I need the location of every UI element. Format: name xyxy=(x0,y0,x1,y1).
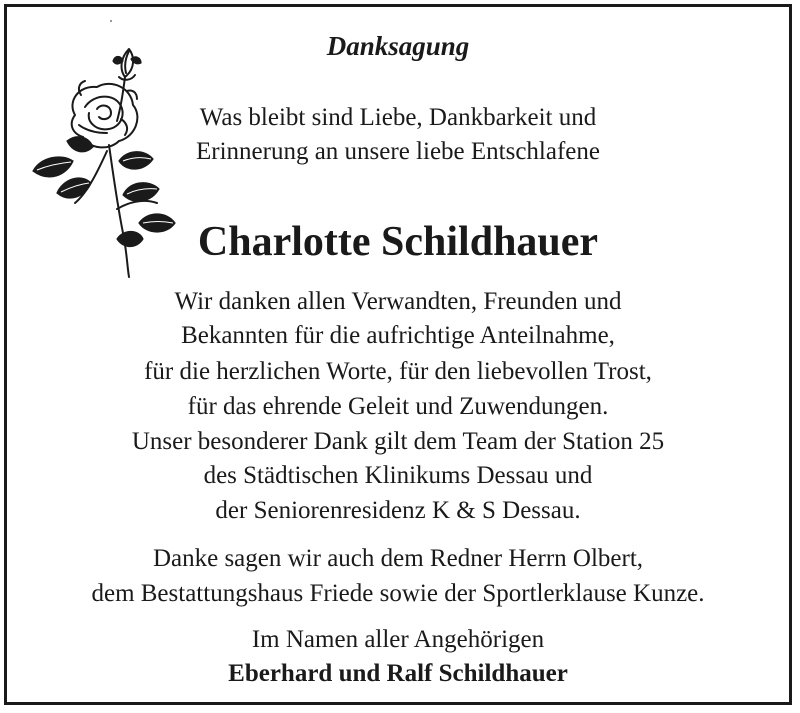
extra-thanks-line-1: Danke sagen wir auch dem Redner Herrn Olbert, xyxy=(152,545,644,572)
intro-line-2: Erinnerung an unsere liebe Entschlafene xyxy=(196,138,600,165)
decorative-dot xyxy=(110,20,112,22)
deceased-name: Charlotte Schildhauer xyxy=(197,219,599,265)
thanks-line-7: der Seniorenresidenz K & S Dessau. xyxy=(215,497,581,524)
thanks-line-1: Wir danken allen Verwandten, Freunden und xyxy=(174,288,622,315)
extra-thanks-line-2: dem Bestattungshaus Friede sowie der Sportlerklause Kunze. xyxy=(91,580,705,607)
thanks-line-5: Unser besonderer Dank gilt dem Team der Station 25 xyxy=(131,428,665,455)
thanks-line-3: für die herzlichen Worte, für den liebevollen Trost, xyxy=(144,358,652,385)
signers-line: Eberhard und Ralf Schildhauer xyxy=(228,660,568,687)
intro-line-1: Was bleibt sind Liebe, Dankbarkeit und xyxy=(199,104,597,131)
thanks-line-6: des Städtischen Klinikums Dessau und xyxy=(203,462,593,489)
thanks-line-2: Bekannten für die aufrichtige Anteilnahme, xyxy=(181,322,615,349)
notice-frame xyxy=(4,4,792,705)
closing-line: Im Namen aller Angehörigen xyxy=(251,626,545,653)
thanks-line-4: für das ehrende Geleit und Zuwendungen. xyxy=(187,393,609,420)
notice-heading: Danksagung xyxy=(326,31,470,61)
